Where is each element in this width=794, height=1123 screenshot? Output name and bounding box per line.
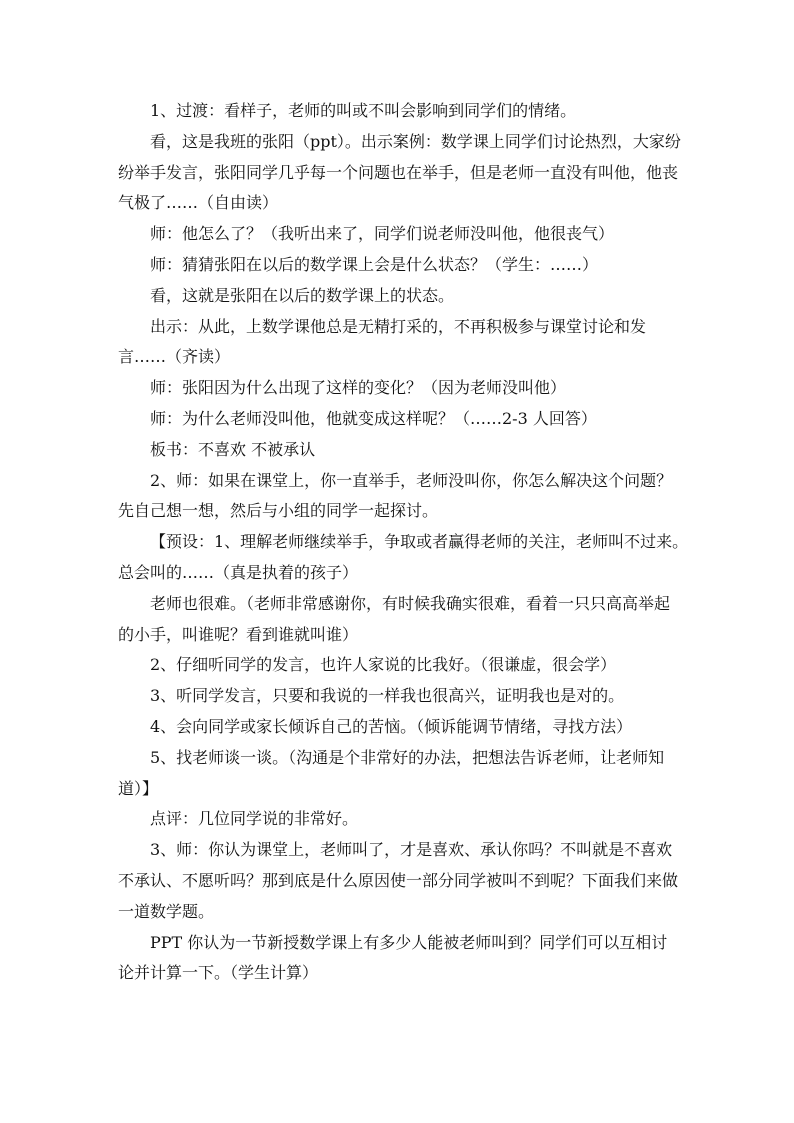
paragraph-5: 看，这就是张阳在以后的数学课上的状态。 bbox=[150, 285, 455, 305]
paragraph-19-line-2: 论并计算一下。（学生计算） bbox=[118, 963, 319, 983]
paragraph-11-line-2: 总会叫的……（真是执着的孩子） bbox=[118, 562, 359, 582]
paragraph-7: 师：张阳因为什么出现了这样的变化？（因为老师没叫他） bbox=[150, 378, 567, 398]
paragraph-17: 点评：几位同学说的非常好。 bbox=[150, 809, 359, 829]
paragraph-16: 5、找老师谈一谈。（沟通是个非常好的办法，把想法告诉老师，让老师知 bbox=[150, 747, 665, 767]
paragraph-10-line-2: 先自己想一想，然后与小组的同学一起探讨。 bbox=[118, 501, 439, 521]
paragraph-12-line-2: 的小手，叫谁呢？看到谁就叫谁） bbox=[118, 624, 359, 644]
paragraph-19: PPT 你认为一节新授数学课上有多少人能被老师叫到？同学们可以互相讨 bbox=[150, 932, 668, 952]
paragraph-8: 师：为什么老师没叫他，他就变成这样呢？（……2-3 人回答） bbox=[150, 408, 597, 428]
paragraph-2: 看，这是我班的张阳（ppt）。出示案例：数学课上同学们讨论热烈，大家纷 bbox=[150, 131, 681, 151]
paragraph-16-line-2: 道）】 bbox=[118, 778, 159, 798]
paragraph-18-line-2: 不承认、不愿听吗？那到底是什么原因使一部分同学被叫不到呢？下面我们来做 bbox=[118, 870, 679, 890]
paragraph-2-line-2: 纷举手发言，张阳同学几乎每一个问题也在举手，但是老师一直没有叫他，他丧 bbox=[118, 162, 679, 182]
paragraph-6: 出示：从此，上数学课他总是无精打采的，不再积极参与课堂讨论和发 bbox=[150, 316, 647, 336]
paragraph-13: 2、仔细听同学的发言，也许人家说的比我好。（很谦虚，很会学） bbox=[150, 655, 617, 675]
paragraph-4: 师：猜猜张阳在以后的数学课上会是什么状态？（学生：……） bbox=[150, 254, 599, 274]
paragraph-15: 4、会向同学或家长倾诉自己的苦恼。（倾诉能调节情绪，寻找方法） bbox=[150, 716, 633, 736]
paragraph-18: 3、师：你认为课堂上，老师叫了，才是喜欢、承认你吗？不叫就是不喜欢 bbox=[150, 840, 673, 860]
paragraph-2-line-3: 气极了……（自由读） bbox=[118, 193, 279, 213]
paragraph-10: 2、师：如果在课堂上，你一直举手，老师没叫你，你怎么解决这个问题？ bbox=[150, 470, 673, 490]
paragraph-14: 3、听同学发言，只要和我说的一样我也很高兴，证明我也是对的。 bbox=[150, 686, 625, 706]
paragraph-9: 板书：不喜欢 不被承认 bbox=[150, 439, 316, 459]
paragraph-6-line-2: 言……（齐读） bbox=[118, 347, 231, 367]
paragraph-11: 【预设：1、理解老师继续举手，争取或者赢得老师的关注，老师叫不过来。 bbox=[150, 532, 689, 552]
paragraph-1: 1、过渡：看样子，老师的叫或不叫会影响到同学们的情绪。 bbox=[150, 101, 577, 120]
paragraph-3: 师：他怎么了？（我听出来了，同学们说老师没叫他，他很丧气） bbox=[150, 224, 615, 244]
paragraph-18-line-3: 一道数学题。 bbox=[118, 901, 215, 921]
paragraph-12: 老师也很难。（老师非常感谢你，有时候我确实很难，看着一只只高高举起 bbox=[150, 593, 671, 613]
document-body bbox=[118, 96, 689, 989]
